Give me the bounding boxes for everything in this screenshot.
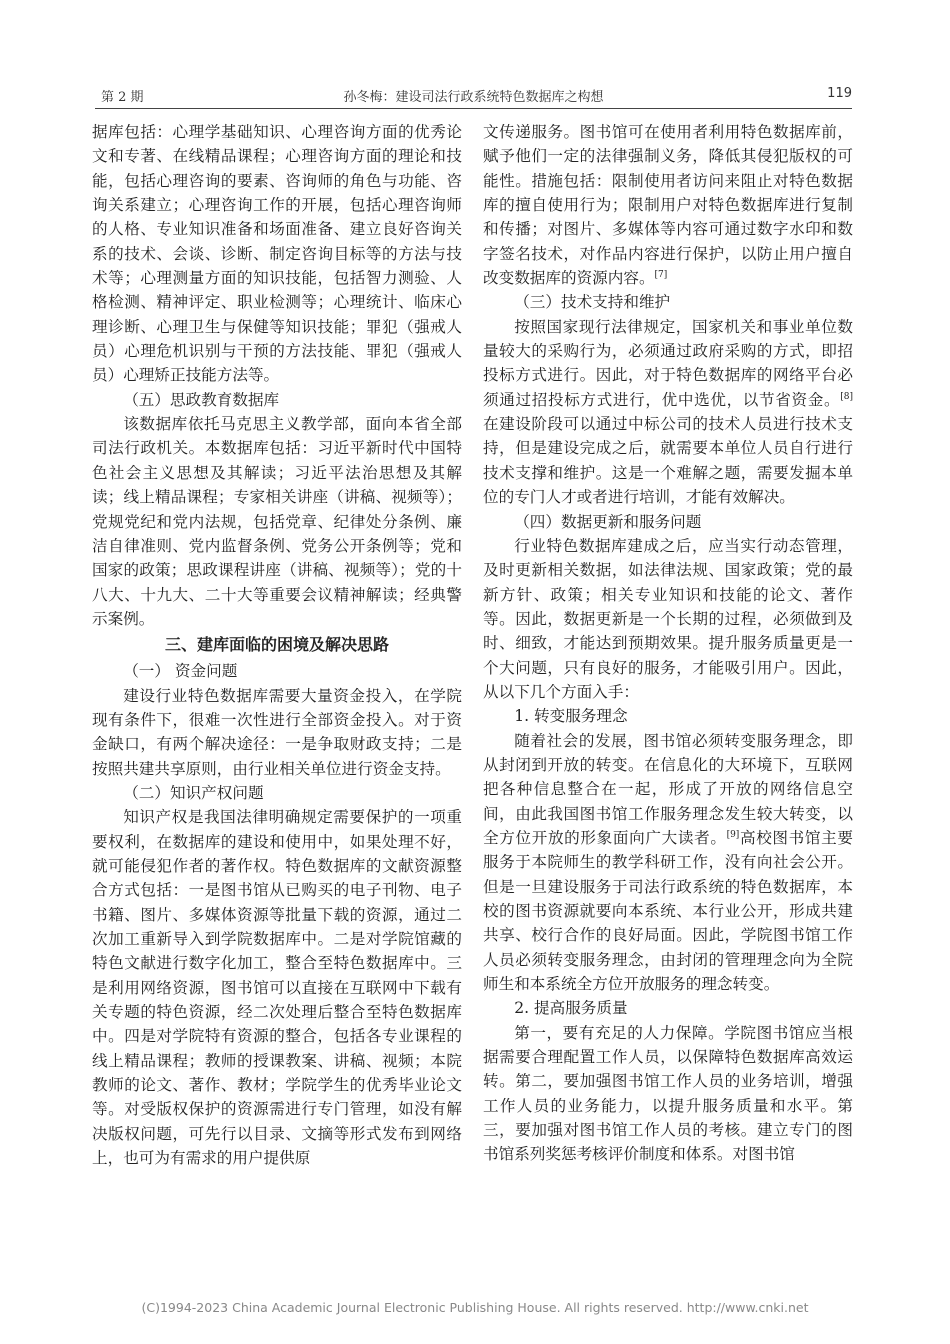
paragraph: 该数据库依托马克思主义教学部，面向本省全部司法行政机关。本数据库包括：习近平新时代中国特色社会主义思想及其解读；习近平法治思想及其解读；线上精品课程；专家相关讲座（讲稿、视频等）；党规党纪和党内法规，包括党章、纪律处分条例、廉洁自律准则、党内监督条例、党务公开条例等；党和国家的政策；思政课程讲座（讲稿、视频等）；党的十八大、十九大、二十大等重要会议精神解读；经典警示案例。 — [92, 415, 462, 628]
page-number: 119 — [827, 86, 852, 101]
paragraph — [483, 729, 853, 997]
subsection-heading: （二）知识产权问题 — [123, 783, 264, 802]
right-column — [483, 120, 853, 1167]
paragraph: 行业特色数据库建成之后，应当实行动态管理，及时更新相关数据，如法律法规、国家政策；党的最新方针、政策；相关专业知识和技能的论文、著作等。因此，数据更新是一个长期的过程，必须做到及时、细致，才能达到预期效果。提升服务质量更是一个大问题，只有良好的服务，才能吸引用户。因此，从以下几个方面入手： — [483, 536, 853, 701]
running-header — [95, 86, 852, 108]
subsection-heading: （五）思政教育数据库 — [123, 390, 280, 409]
paragraph: 建设行业特色数据库需要大量资金投入，在学院现有条件下，很难一次性进行全部资金投入。对于资金缺口，有两个解决途径：一是争取财政支持；二是按照共建共享原则，由行业相关单位进行资金支持。 — [92, 686, 462, 778]
issue-number: 第 2 期 — [101, 90, 144, 105]
left-column — [92, 120, 462, 1170]
subsection-heading: 1. 转变服务理念 — [514, 707, 628, 726]
paragraph: 知识产权是我国法律明确规定需要保护的一项重要权利，在数据库的建设和使用中，如果处理不好，就可能侵犯作者的著作权。特色数据库的文献资源整合方式包括：一是图书馆从已购买的电子刊物、电子书籍、图片、多媒体资源等批量下载的资源，通过二次加工重新导入到学院数据库中。二是对学院馆藏的特色文献进行数字化加工，整合至特色数据库中。三是利用网络资源，图书馆可以直接在互联网中下载有关专题的特色资源，经二次处理后整合至特色数据库中。四是对学院特有资源的整合，包括各专业课程的线上精品课程；教师的授课教案、讲稿、视频；本院教师的论文、著作、教材；学院学生的优秀毕业论文等。对受版权保护的资源需进行专门管理，如没有解决版权问题，可先行以目录、文摘等形式发布到网络上，也可为有需求的用户提供原 — [92, 808, 462, 1168]
copyright-footer: (C)1994-2023 China Academic Journal Electronic Publishing House. All rights reserved. http://www.cnki.net — [141, 1300, 809, 1315]
subsection-heading: （一） 资金问题 — [123, 662, 238, 681]
citation: [9] — [726, 829, 740, 840]
subsection-heading: （四）数据更新和服务问题 — [514, 512, 702, 531]
citation: [7] — [654, 270, 668, 281]
paragraph-text: 按照国家现行法律规定，国家机关和事业单位数量较大的采购行为，必须通过政府采购的方式，即招投标方式进行。因此，对于特色数据库的网络平台必须通过招投标方式进行，优中选优，以节省资金。 — [483, 317, 853, 409]
paragraph-text: 随着社会的发展，图书馆必须转变服务理念，即从封闭到开放的转变。在信息化的大环境下，互联网把各种信息整合在一起，形成了开放的网络信息空间，由此我国图书馆工作服务理念发生较大转变，以全方位开放的形象面向广大读者。 — [483, 731, 853, 847]
paragraph-text: 文传递服务。图书馆可在使用者利用特色数据库前，赋予他们一定的法律强制义务，降低其侵犯版权的可能性。措施包括：限制使用者访问来阻止对特色数据库的擅自使用行为；限制用户对特色数据库进行复制和传播；对图片、多媒体等内容可通过数字水印和数字签名技术，对作品内容进行保护，以防止用户擅自改变数据库的资源内容。 — [483, 123, 853, 288]
paragraph — [483, 120, 853, 290]
paragraph-text: 高校图书馆主要服务于本院师生的教学科研工作，没有向社会公开。但是一旦建设服务于司法行政系统的特色数据库，本校的图书资源就要向本系统、本行业公开，形成共建共享、校行合作的良好局面。因此，学院图书馆工作人员必须转变服务理念，由封闭的管理理念向为全院师生和本系统全方位开放服务的理念转变。 — [483, 828, 853, 994]
paragraph: 第一，要有充足的人力保障。学院图书馆应当根据需要合理配置工作人员，以保障特色数据库高效运转。第二，要加强图书馆工作人员的业务培训，增强工作人员的业务能力，以提升服务质量和水平。第三，要加强对图书馆工作人员的考核。建立专门的图书馆系列奖惩考核评价制度和体系。对图书馆 — [483, 1023, 853, 1164]
running-title: 孙冬梅：建设司法行政系统特色数据库之构想 — [343, 90, 604, 105]
paragraph: 据库包括：心理学基础知识、心理咨询方面的优秀论文和专著、在线精品课程；心理咨询方面的理论和技能，包括心理咨询的要素、咨询师的角色与功能、咨询关系建立；心理咨询工作的开展，包括心理咨询师的人格、专业知识准备和场面准备、建立良好咨询关系的技术、会谈、诊断、制定咨询目标等的方法与技术等；心理测量方面的知识技能，包括智力测验、人格检测、精神评定、职业检测等；心理统计、临床心理诊断、心理卫生与保健等知识技能；罪犯（强戒人员）心理危机识别与干预的方法技能、罪犯（强戒人员）心理矫正技能方法等。 — [92, 123, 462, 385]
paragraph — [483, 315, 853, 510]
header-rule — [95, 108, 852, 109]
citation: [8] — [840, 391, 853, 402]
subsection-heading: 2. 提高服务质量 — [514, 999, 628, 1018]
section-heading: 三、建库面临的困境及解决思路 — [164, 635, 389, 655]
paragraph-text: 在建设阶段可以通过中标公司的技术人员进行技术支持，但是建设完成之后，就需要本单位人员自行进行技术支撑和维护。这是一个难解之题，需要发掘本单位的专门人才或者进行培训，才能有效解决。 — [483, 415, 853, 507]
subsection-heading: （三）技术支持和维护 — [514, 293, 671, 312]
